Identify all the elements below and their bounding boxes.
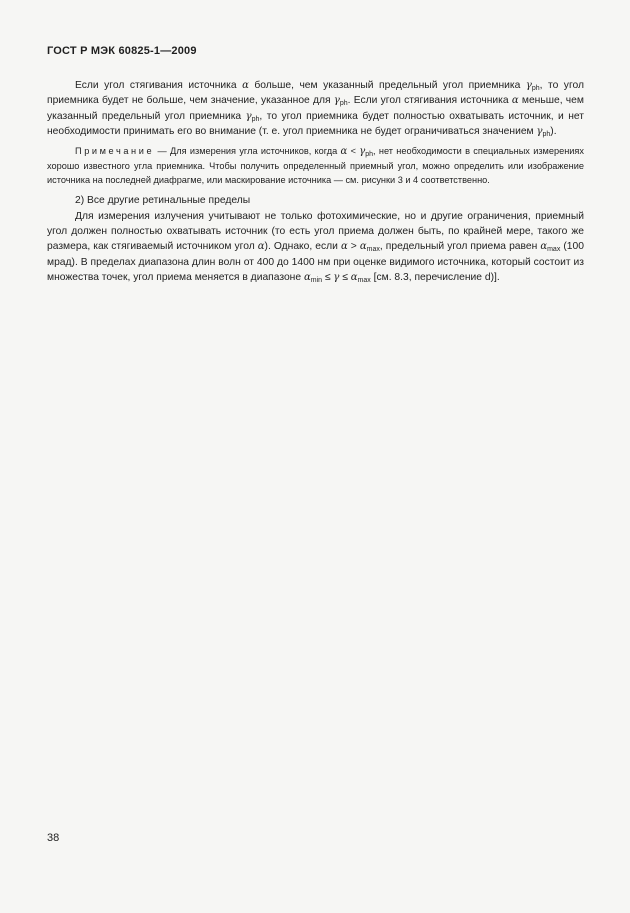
item-2-title: 2) Все другие ретинальные пределы bbox=[75, 195, 251, 207]
note-paragraph: Примечание — Для измерения угла источников, когда $\alpha < \gamma_{ph}$, нет необходимости в специальных измерениях хорошо известного угла приемника. Чтобы получить определенный приемный угол, можно определить или изображение источника на последней диафрагме, или маскирование источника — см. рисунки 3 и 4 соответственно. bbox=[47, 145, 584, 186]
alpha-symbol: α bbox=[340, 145, 348, 157]
paragraph-other-limits: Для измерения излучения учитывают не только фотохимические, но и другие ограничения, приемный угол должен полностью охватывать источник (то есть угол приема должен быть, по крайней мере, такого же размера, как стягиваемый источником угол α). Однако, если $\alpha > \alpha_{max}$, предельный угол приема равен $\alpha_{max}$ (100 мрад). В пределах диапазона длин волн от 400 до 1400 нм при оценке видимого источника, который состоит из множества точек, угол приема меняется в диапазоне $\alpha_{min} \le \gamma \le \alpha_{max}$ [см. 8.3, перечисление d)]. bbox=[47, 210, 584, 285]
paragraph-receiver-angle: Если угол стягивания источника α больше, чем указанный предельный угол приемника $\gamma_{ph}$, то угол приемника будет не больше, чем значение, указанное для $\gamma_{ph}$. Если угол стягивания источника α меньше, чем указанный предельный угол приемника $\gamma_{ph}$, то угол приемника будет полностью охватывать источник, и нет необходимости принимать его во внимание (т. е. угол приемника не будет ограничиваться значением $\gamma_{ph}$). bbox=[47, 80, 584, 139]
alpha-symbol: α bbox=[511, 95, 519, 107]
alpha-symbol: α bbox=[359, 241, 367, 253]
document-header: ГОСТ Р МЭК 60825-1—2009 bbox=[47, 45, 197, 57]
alpha-symbol: α bbox=[350, 272, 358, 284]
alpha-symbol: α bbox=[242, 80, 249, 91]
alpha-symbol: α bbox=[340, 241, 348, 253]
page-content bbox=[47, 78, 584, 286]
page-number: 38 bbox=[47, 832, 60, 844]
gamma-symbol: γ bbox=[359, 145, 366, 157]
alpha-symbol: α bbox=[540, 241, 548, 253]
gamma-symbol: γ bbox=[536, 126, 543, 138]
gamma-symbol: γ bbox=[245, 110, 252, 122]
alpha-symbol: α bbox=[257, 241, 265, 253]
gamma-symbol: γ bbox=[525, 80, 532, 91]
alpha-symbol: α bbox=[303, 272, 311, 284]
note-label: Примечание bbox=[75, 145, 155, 156]
gamma-symbol: γ bbox=[333, 95, 340, 107]
gamma-symbol: γ bbox=[333, 272, 340, 284]
